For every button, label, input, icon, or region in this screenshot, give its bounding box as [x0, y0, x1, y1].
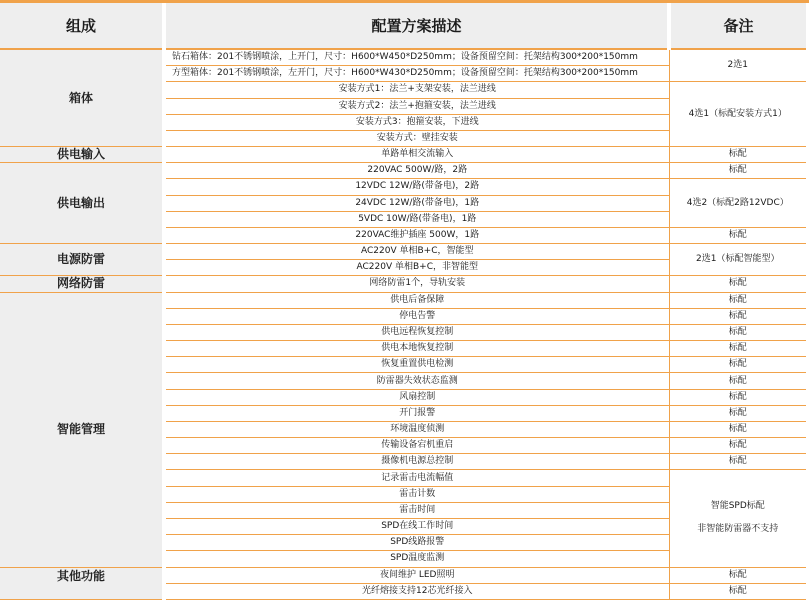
row-description: 网络防雷1个，导轨安装 — [164, 276, 669, 292]
row-description: SPD线路报警 — [164, 535, 669, 551]
row-description: 防雷器失效状态监测 — [164, 373, 669, 389]
note-surge-choice: 2选1（标配智能型） — [669, 244, 806, 276]
note-standard: 标配 — [669, 341, 806, 357]
note-standard: 标配 — [669, 583, 806, 599]
header-description: 配置方案描述 — [164, 3, 669, 49]
table-row — [0, 244, 806, 260]
row-description: 恢复重置供电检测 — [164, 357, 669, 373]
table-row — [0, 276, 806, 292]
row-description: SPD温度监测 — [164, 551, 669, 567]
group-smart-management: 智能管理 — [0, 292, 164, 567]
row-description: 供电本地恢复控制 — [164, 341, 669, 357]
note-standard: 标配 — [669, 389, 806, 405]
row-description: 24VDC 12W/路(带备电)，1路 — [164, 195, 669, 211]
row-description: 供电后备保障 — [164, 292, 669, 308]
row-description: 方型箱体：201不锈钢喷涂，左开门，尺寸：H600*W430*D250mm；设备预留空间：托架结构300*200*150mm — [164, 66, 669, 82]
row-description: 记录雷击电流幅值 — [164, 470, 669, 486]
row-description: 夜间维护 LED照明 — [164, 567, 669, 583]
row-description: 传输设备宕机重启 — [164, 438, 669, 454]
note-standard: 标配 — [669, 454, 806, 470]
group-power-surge: 电源防雷 — [0, 244, 164, 276]
note-standard: 标配 — [669, 147, 806, 163]
note-standard: 标配 — [669, 276, 806, 292]
group-cabinet: 箱体 — [0, 49, 164, 147]
note-standard: 标配 — [669, 292, 806, 308]
note-standard: 标配 — [669, 567, 806, 583]
row-description: 安装方式1：法兰+支架安装，法兰进线 — [164, 82, 669, 98]
row-description: 220VAC维护插座 500W，1路 — [164, 227, 669, 243]
note-standard: 标配 — [669, 227, 806, 243]
row-description: 停电告警 — [164, 308, 669, 324]
note-output-choice: 4选2（标配2路12VDC） — [669, 179, 806, 228]
note-install-choice: 4选1（标配安装方式1） — [669, 82, 806, 147]
group-network-surge: 网络防雷 — [0, 276, 164, 292]
header-group: 组成 — [0, 3, 164, 49]
row-description: 雷击计数 — [164, 486, 669, 502]
table-row — [0, 147, 806, 163]
note-cabinet-choice: 2选1 — [669, 49, 806, 82]
row-description: 12VDC 12W/路(带备电)，2路 — [164, 179, 669, 195]
row-description: 环境温度侦测 — [164, 421, 669, 437]
row-description: 安装方式3：抱箍安装，下进线 — [164, 114, 669, 130]
row-description: 安装方式2：法兰+抱箍安装，法兰进线 — [164, 98, 669, 114]
row-description: 光纤熔接支持12芯光纤接入 — [164, 583, 669, 599]
table-row — [0, 567, 806, 583]
row-description: 安装方式：壁挂安装 — [164, 130, 669, 146]
row-description: 风扇控制 — [164, 389, 669, 405]
header-note: 备注 — [669, 3, 806, 49]
row-description: SPD在线工作时间 — [164, 518, 669, 534]
note-standard: 标配 — [669, 163, 806, 179]
table-header-row — [0, 3, 806, 49]
row-description: 雷击时间 — [164, 502, 669, 518]
row-description: 220VAC 500W/路，2路 — [164, 163, 669, 179]
row-description: 摄像机电源总控制 — [164, 454, 669, 470]
group-other-functions: 其他功能 — [0, 567, 164, 600]
table-row — [0, 292, 806, 308]
table-row — [0, 163, 806, 179]
note-standard: 标配 — [669, 357, 806, 373]
row-description: 5VDC 10W/路(带备电)，1路 — [164, 211, 669, 227]
note-standard: 标配 — [669, 308, 806, 324]
note-standard: 标配 — [669, 438, 806, 454]
note-standard: 标配 — [669, 373, 806, 389]
row-description: 单路单相交流输入 — [164, 147, 669, 163]
row-description: 钻石箱体：201不锈钢喷涂，上开门，尺寸：H600*W450*D250mm；设备预留空间：托架结构300*200*150mm — [164, 49, 669, 66]
note-standard: 标配 — [669, 421, 806, 437]
note-spd — [669, 470, 806, 567]
table-row — [0, 49, 806, 66]
row-description: 供电远程恢复控制 — [164, 324, 669, 340]
configuration-table — [0, 3, 806, 600]
row-description: 开门报警 — [164, 405, 669, 421]
note-standard: 标配 — [669, 324, 806, 340]
note-spd-line1: 智能SPD标配 — [710, 501, 765, 512]
note-standard: 标配 — [669, 405, 806, 421]
row-description: AC220V 单相B+C，智能型 — [164, 244, 669, 260]
group-power-input: 供电输入 — [0, 147, 164, 163]
note-spd-line2: 非智能防雷器不支持 — [697, 524, 779, 535]
group-power-output: 供电输出 — [0, 163, 164, 244]
row-description: AC220V 单相B+C，非智能型 — [164, 260, 669, 276]
